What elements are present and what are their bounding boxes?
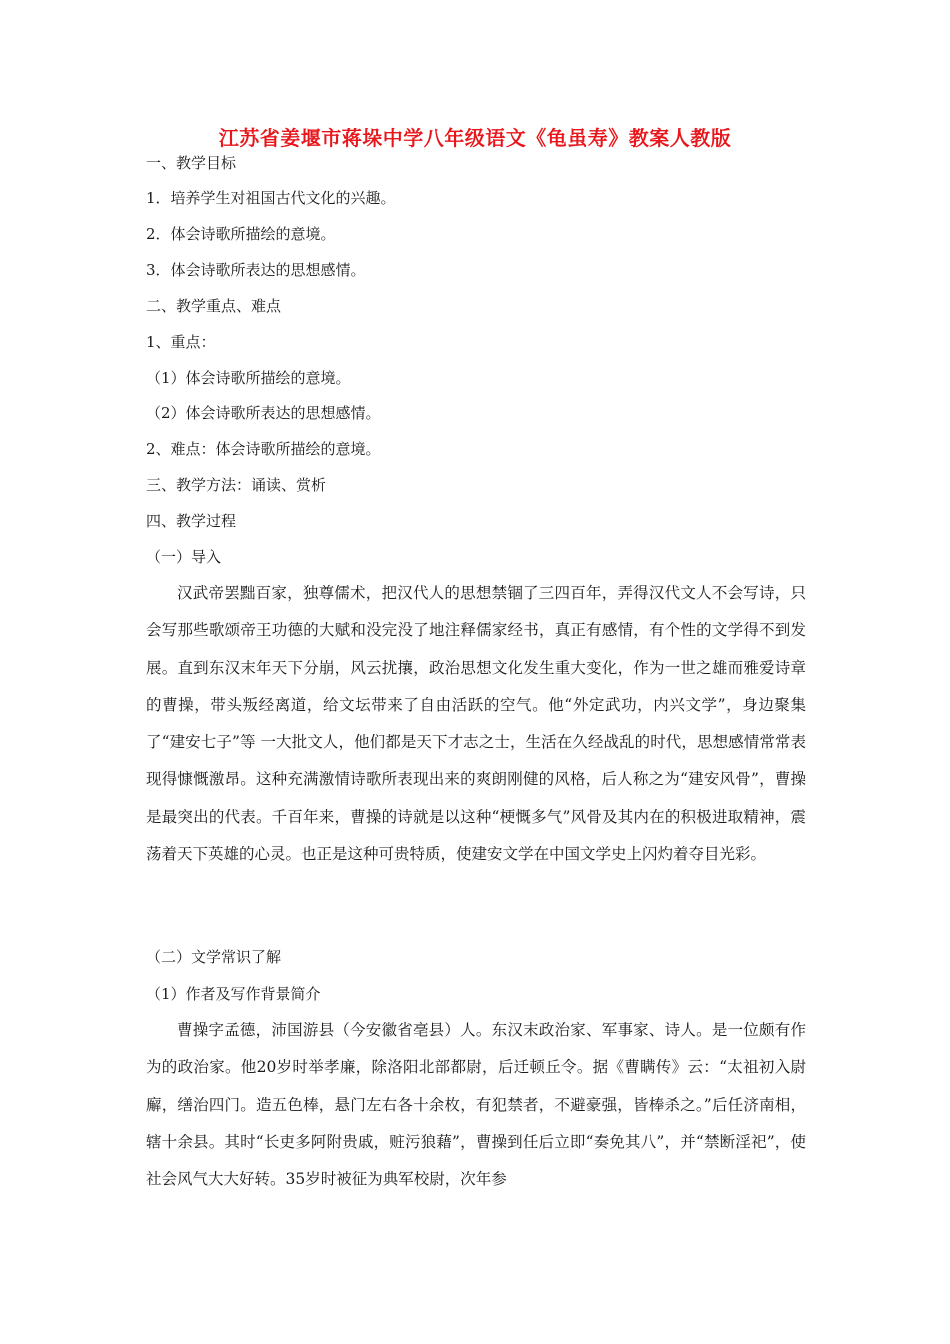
subheading-literary-knowledge: （二）文学常识了解	[146, 948, 282, 966]
goal-item-2: 2．体会诗歌所描绘的意境。	[146, 225, 336, 243]
goal-item-1: 1．培养学生对祖国古代文化的兴趣。	[146, 189, 396, 207]
heading-teaching-process: 四、教学过程	[146, 512, 237, 530]
paragraph-introduction: 汉武帝罢黜百家，独尊儒术，把汉代人的思想禁锢了三四百年，弄得汉代文人不会写诗，只会写那些歌颂帝王功德的大赋和没完没了地注释儒家经书，真正有感情，有个性的文学得不到发展。直到东汉末年天下分崩，风云扰攘，政治思想文化发生重大变化，作为一世之雄而雅爱诗章的曹操，带头叛经离道，给文坛带来了自由活跃的空气。他“外定武功，内兴文学”，身边聚集了“建安七子”等 一大批文人，他们都是天下才志之士，生活在久经战乱的时代，思想感情常常表现得慷慨激昂。这种充满激情诗歌所表现出来的爽朗刚健的风格，后人称之为“建安风骨”，曹操是最突出的代表。千百年来，曹操的诗就是以这种“梗慨多气”风骨及其内在的积极进取精神，震荡着天下英雄的心灵。也正是这种可贵特质，使建安文学在中国文学史上闪灼着夺目光彩。	[146, 584, 806, 864]
heading-key-points: 二、教学重点、难点	[146, 297, 282, 315]
difficulty-line: 2、难点：体会诗歌所描绘的意境。	[146, 440, 381, 458]
document-title: 江苏省姜堰市蒋垛中学八年级语文《龟虽寿》教案人教版	[218, 126, 732, 150]
subheading-introduction: （一）导入	[146, 548, 222, 566]
key-point-item-2: （2）体会诗歌所表达的思想感情。	[146, 404, 381, 422]
goal-item-3: 3．体会诗歌所表达的思想感情。	[146, 261, 366, 279]
subheading-author-background: （1）作者及写作背景简介	[146, 985, 321, 1003]
paragraph-author: 曹操字孟德，沛国游县（今安徽省亳县）人。东汉末政治家、军事家、诗人。是一位颇有作为的政治家。他20岁时举孝廉，除洛阳北部都尉，后迁顿丘令。据《曹瞒传》云：“太祖初入尉廨，缮治四门。造五色棒，悬门左右各十余枚，有犯禁者，不避豪强，皆棒杀之。”后任济南相，辖十余县。其时“长吏多阿附贵戚，赃污狼藉”，曹操到任后立即“奏免其八”，并“禁断淫祀”，使社会风气大大好转。35岁时被征为典军校尉，次年参	[146, 1021, 806, 1189]
key-point-item-1: （1）体会诗歌所描绘的意境。	[146, 369, 351, 387]
key-points-label: 1、重点：	[146, 333, 216, 351]
heading-teaching-goals: 一、教学目标	[146, 154, 237, 172]
heading-teaching-methods: 三、教学方法：诵读、赏析	[146, 476, 327, 494]
